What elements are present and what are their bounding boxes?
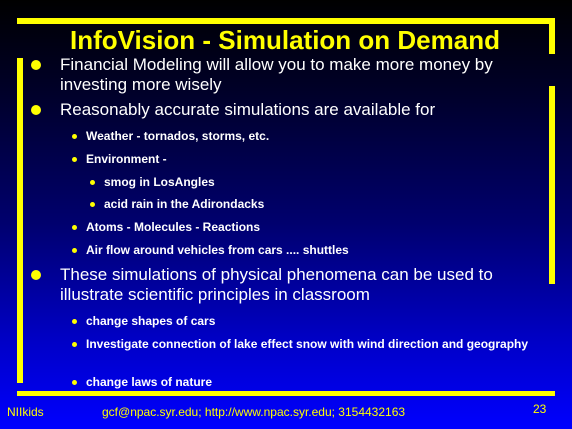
bullet-change-cars: change shapes of cars xyxy=(86,314,216,328)
bottom-rule xyxy=(17,391,555,396)
sub-bullet-icon xyxy=(72,319,77,324)
top-right-rule xyxy=(549,18,555,54)
bullet-physical-phenomena: These simulations of physical phenomena can be used to illustrate scientific principles in classroom xyxy=(60,265,493,304)
bullet-weather: Weather - tornados, storms, etc. xyxy=(86,129,270,143)
bullet-simulations-available: Reasonably accurate simulations are available for xyxy=(60,100,436,119)
bullet-smog: smog in LosAngles xyxy=(104,175,215,189)
bullet-icon xyxy=(31,270,41,280)
page-number: 23 xyxy=(533,402,547,416)
sub-bullet-icon xyxy=(72,225,77,230)
bullet-change-laws: change laws of nature xyxy=(86,375,213,389)
bullet-atoms: Atoms - Molecules - Reactions xyxy=(86,220,261,234)
bullet-lake-effect: Investigate connection of lake effect snow with wind direction and geography xyxy=(86,337,529,351)
bullet-financial-modeling: Financial Modeling will allow you to make more money by investing more wisely xyxy=(60,55,493,94)
top-rule xyxy=(17,18,555,24)
bullet-airflow: Air flow around vehicles from cars .... shuttles xyxy=(86,243,349,257)
sub-bullet-icon xyxy=(72,157,77,162)
slide-title: InfoVision - Simulation on Demand xyxy=(70,25,500,55)
sub-bullet-icon xyxy=(72,342,77,347)
sub-bullet-icon xyxy=(72,134,77,139)
bullet-environment: Environment - xyxy=(86,152,167,166)
left-rule xyxy=(17,58,23,383)
footer-contact-text: gcf@npac.syr.edu; http://www.npac.syr.edu; 3154432163 xyxy=(102,405,406,419)
sub-sub-bullet-icon xyxy=(90,202,95,207)
bullet-acid-rain: acid rain in the Adirondacks xyxy=(104,197,265,211)
sub-bullet-icon xyxy=(72,380,77,385)
footer-left-text: NIIkids xyxy=(7,405,44,419)
sub-sub-bullet-icon xyxy=(90,180,95,185)
bullet-icon xyxy=(31,105,41,115)
sub-bullet-icon xyxy=(72,248,77,253)
bullet-icon xyxy=(31,60,41,70)
